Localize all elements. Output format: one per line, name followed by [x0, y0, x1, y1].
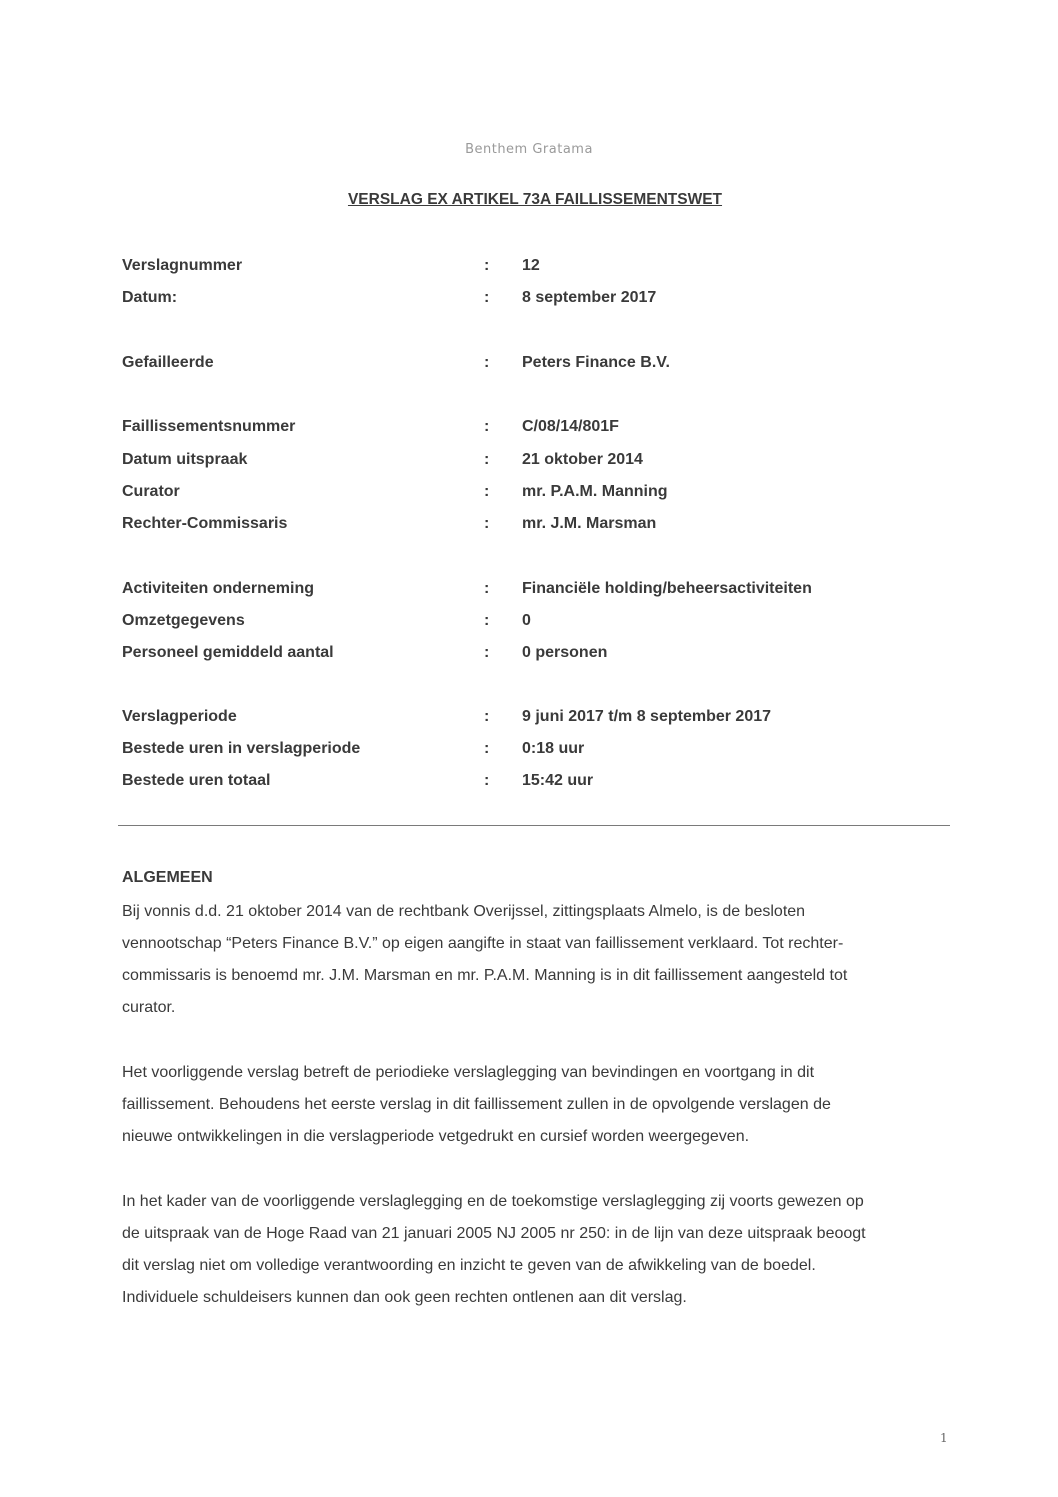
paragraph-line: commissaris is benoemd mr. J.M. Marsman en mr. P.A.M. Manning is in dit faillissement aangesteld tot [122, 967, 848, 984]
info-label: Activiteiten onderneming [122, 580, 315, 597]
paragraph-line: nieuwe ontwikkelingen in die verslagperiode vetgedrukt en cursief worden weergegeven. [122, 1128, 750, 1145]
info-value: 9 juni 2017 t/m 8 september 2017 [522, 708, 772, 725]
info-label: Gefailleerde [122, 354, 214, 371]
info-colon: : [484, 257, 490, 274]
info-colon: : [484, 580, 490, 597]
info-colon: : [484, 612, 490, 629]
info-colon: : [484, 451, 490, 468]
info-label: Curator [122, 483, 180, 500]
info-colon: : [484, 772, 490, 789]
info-value: 21 oktober 2014 [522, 451, 643, 468]
paragraph-vonnis [122, 896, 952, 1024]
info-label: Faillissementsnummer [122, 418, 296, 435]
section-heading-algemeen: ALGEMEEN [122, 869, 213, 886]
info-label: Rechter-Commissaris [122, 515, 288, 532]
info-value: 15:42 uur [522, 772, 594, 789]
paragraph-line: In het kader van de voorliggende verslaglegging en de toekomstige verslaglegging zij voorts gewezen op [122, 1193, 864, 1210]
info-label: Verslagperiode [122, 708, 237, 725]
info-value: C/08/14/801F [522, 418, 619, 435]
info-colon: : [484, 418, 490, 435]
info-colon: : [484, 740, 490, 757]
horizontal-divider [118, 825, 950, 826]
info-label: Bestede uren in verslagperiode [122, 740, 361, 757]
paragraph-line: Het voorliggende verslag betreft de periodieke verslaglegging van bevindingen en voortgang in dit [122, 1064, 815, 1081]
document-title: VERSLAG EX ARTIKEL 73A FAILLISSEMENTSWET [347, 191, 723, 208]
info-label: Bestede uren totaal [122, 772, 271, 789]
paragraph-line: Bij vonnis d.d. 21 oktober 2014 van de rechtbank Overijssel, zittingsplaats Almelo, is de besloten [122, 903, 806, 920]
info-value: 12 [522, 257, 540, 274]
info-label: Datum: [122, 289, 178, 306]
paragraph-line: faillissement. Behoudens het eerste verslag in dit faillissement zullen in de opvolgende verslagen de [122, 1096, 831, 1113]
info-colon: : [484, 515, 490, 532]
paragraph-line: de uitspraak van de Hoge Raad van 21 januari 2005 NJ 2005 nr 250: in de lijn van deze uitspraak beoogt [122, 1225, 866, 1242]
info-value: Peters Finance B.V. [522, 354, 670, 371]
logo: Benthem Gratama [465, 142, 593, 157]
paragraph-hoge-raad [122, 1186, 952, 1314]
info-colon: : [484, 354, 490, 371]
info-value: 0 [522, 612, 531, 629]
info-value: Financiële holding/beheersactiviteiten [522, 580, 812, 597]
info-value: 8 september 2017 [522, 289, 657, 306]
info-colon: : [484, 644, 490, 661]
info-colon: : [484, 708, 490, 725]
info-value: mr. P.A.M. Manning [522, 483, 668, 500]
info-label: Verslagnummer [122, 257, 243, 274]
info-value: 0 personen [522, 644, 608, 661]
info-value: mr. J.M. Marsman [522, 515, 657, 532]
info-value: 0:18 uur [522, 740, 585, 757]
info-colon: : [484, 289, 490, 306]
info-label: Datum uitspraak [122, 451, 248, 468]
paragraph-line: curator. [122, 999, 176, 1016]
paragraph-line: dit verslag niet om volledige verantwoording en inzicht te geven van de afwikkeling van de boedel. [122, 1257, 816, 1274]
info-label: Personeel gemiddeld aantal [122, 644, 334, 661]
paragraph-line: vennootschap “Peters Finance B.V.” op eigen aangifte in staat van faillissement verklaard. Tot rechter- [122, 935, 844, 952]
info-label: Omzetgegevens [122, 612, 245, 629]
paragraph-verslaglegging [122, 1057, 952, 1153]
info-colon: : [484, 483, 490, 500]
page-number: 1 [940, 1431, 948, 1445]
paragraph-line: Individuele schuldeisers kunnen dan ook geen rechten ontlenen aan dit verslag. [122, 1289, 687, 1306]
